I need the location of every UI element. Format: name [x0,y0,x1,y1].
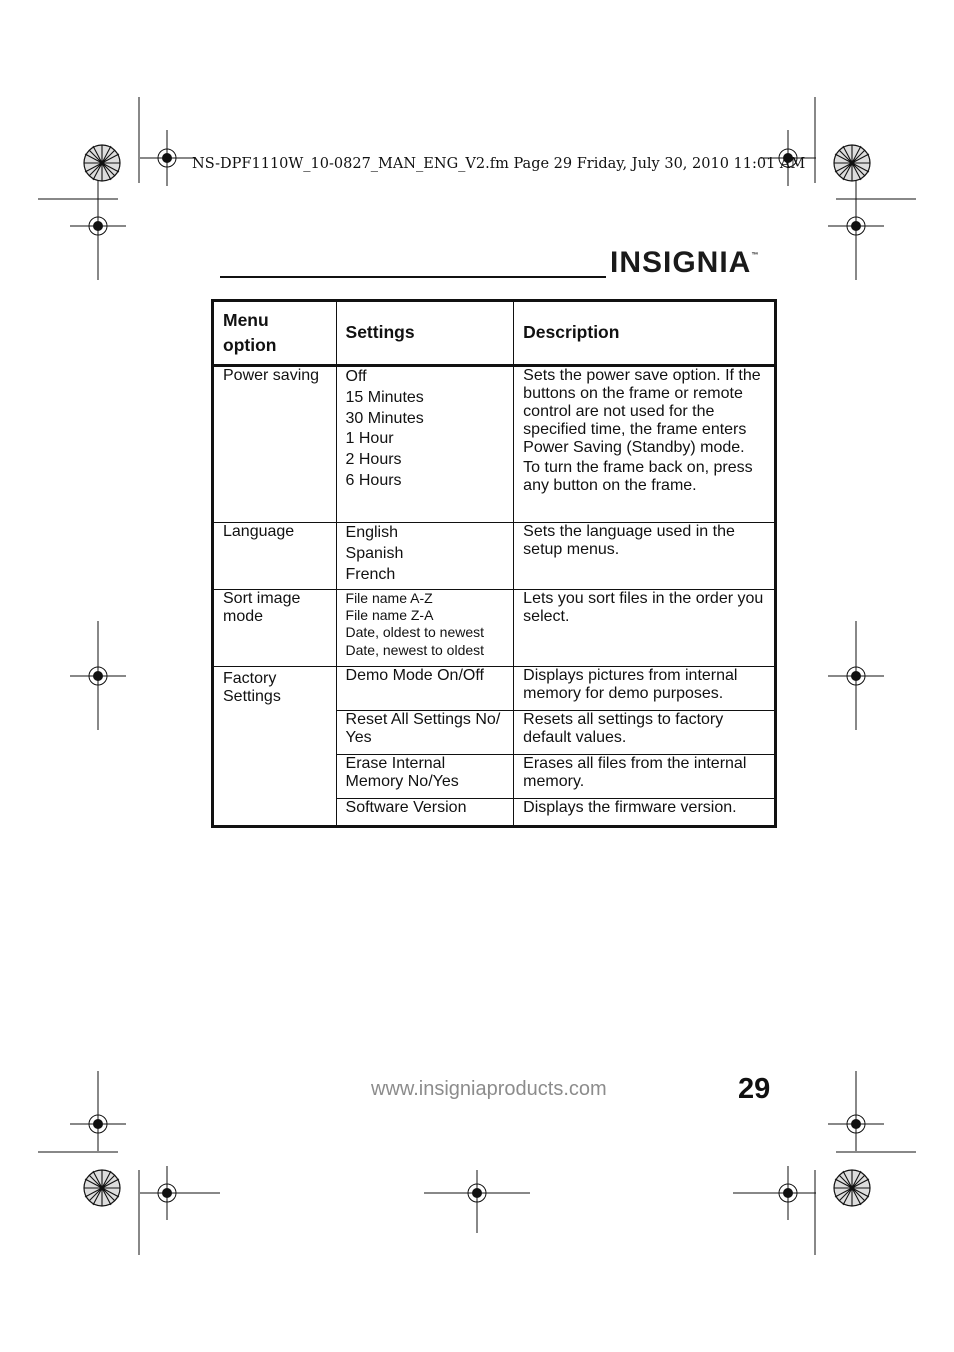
description-text: Sets the power save option. If the buttons on the frame or remote control are not used for the specified time, the frame enters Power Saving (Standby) mode. [523,367,761,457]
cell-settings [336,366,514,523]
setting-value: File name A-Z [345,590,433,606]
cell-settings: Erase Internal Memory No/Yes [336,755,514,799]
cell-option: Factory Settings [213,667,337,827]
header-description: Description [514,301,776,366]
table-row-power-saving [213,366,776,523]
cell-description: Lets you sort files in the order you select. [514,590,776,667]
cell-option: Power saving [213,366,337,523]
logo-text: INSIGNIA [610,246,752,279]
setting-value: File name Z-A [345,607,434,624]
cell-settings: Reset All Settings No/ Yes [336,711,514,755]
footer-website-url: www.insigniaproducts.com [371,1078,607,1100]
description-text-2: To turn the frame back on, press any button on the frame. [523,459,753,495]
cell-settings [336,523,514,590]
setting-value: Date, oldest to newest [345,624,485,641]
menu-options-table [211,299,777,828]
cell-description: Erases all files from the internal memory. [514,755,776,799]
header-menu-option: Menu option [213,301,337,366]
cell-settings: Software Version [336,799,514,827]
table-row-language [213,523,776,590]
setting-value: 6 Hours [345,471,402,489]
setting-value: Spanish [345,544,404,562]
cell-settings [336,590,514,667]
table-row-demo-mode [213,667,776,711]
cell-option: Sort image mode [213,590,337,667]
table-header-row [213,301,776,366]
cell-description [514,366,776,523]
cell-description: Sets the language used in the setup menus. [514,523,776,590]
setting-value: 1 Hour [345,430,394,448]
cell-option: Language [213,523,337,590]
setting-value: 15 Minutes [345,388,424,406]
setting-value: Date, newest to oldest [345,641,485,658]
cell-description: Displays pictures from internal memory for demo purposes. [514,667,776,711]
header-rule [220,276,606,278]
cell-settings: Demo Mode On/Off [336,667,514,711]
setting-value: English [345,524,398,541]
setting-value: 2 Hours [345,451,402,469]
page-number: 29 [738,1073,771,1105]
cell-description: Displays the firmware version. [514,799,776,827]
trademark-mark: ™ [751,252,760,259]
cell-description: Resets all settings to factory default values. [514,711,776,755]
setting-value: 30 Minutes [345,409,424,427]
table-row-sort-image-mode [213,590,776,667]
setting-value: French [345,565,396,583]
print-header: NS-DPF1110W_10-0827_MAN_ENG_V2.fm Page 29 Friday, July 30, 2010 11:01 AM [192,156,806,172]
insignia-logo [610,246,759,280]
setting-value: Off [345,368,367,385]
header-settings: Settings [336,301,514,366]
